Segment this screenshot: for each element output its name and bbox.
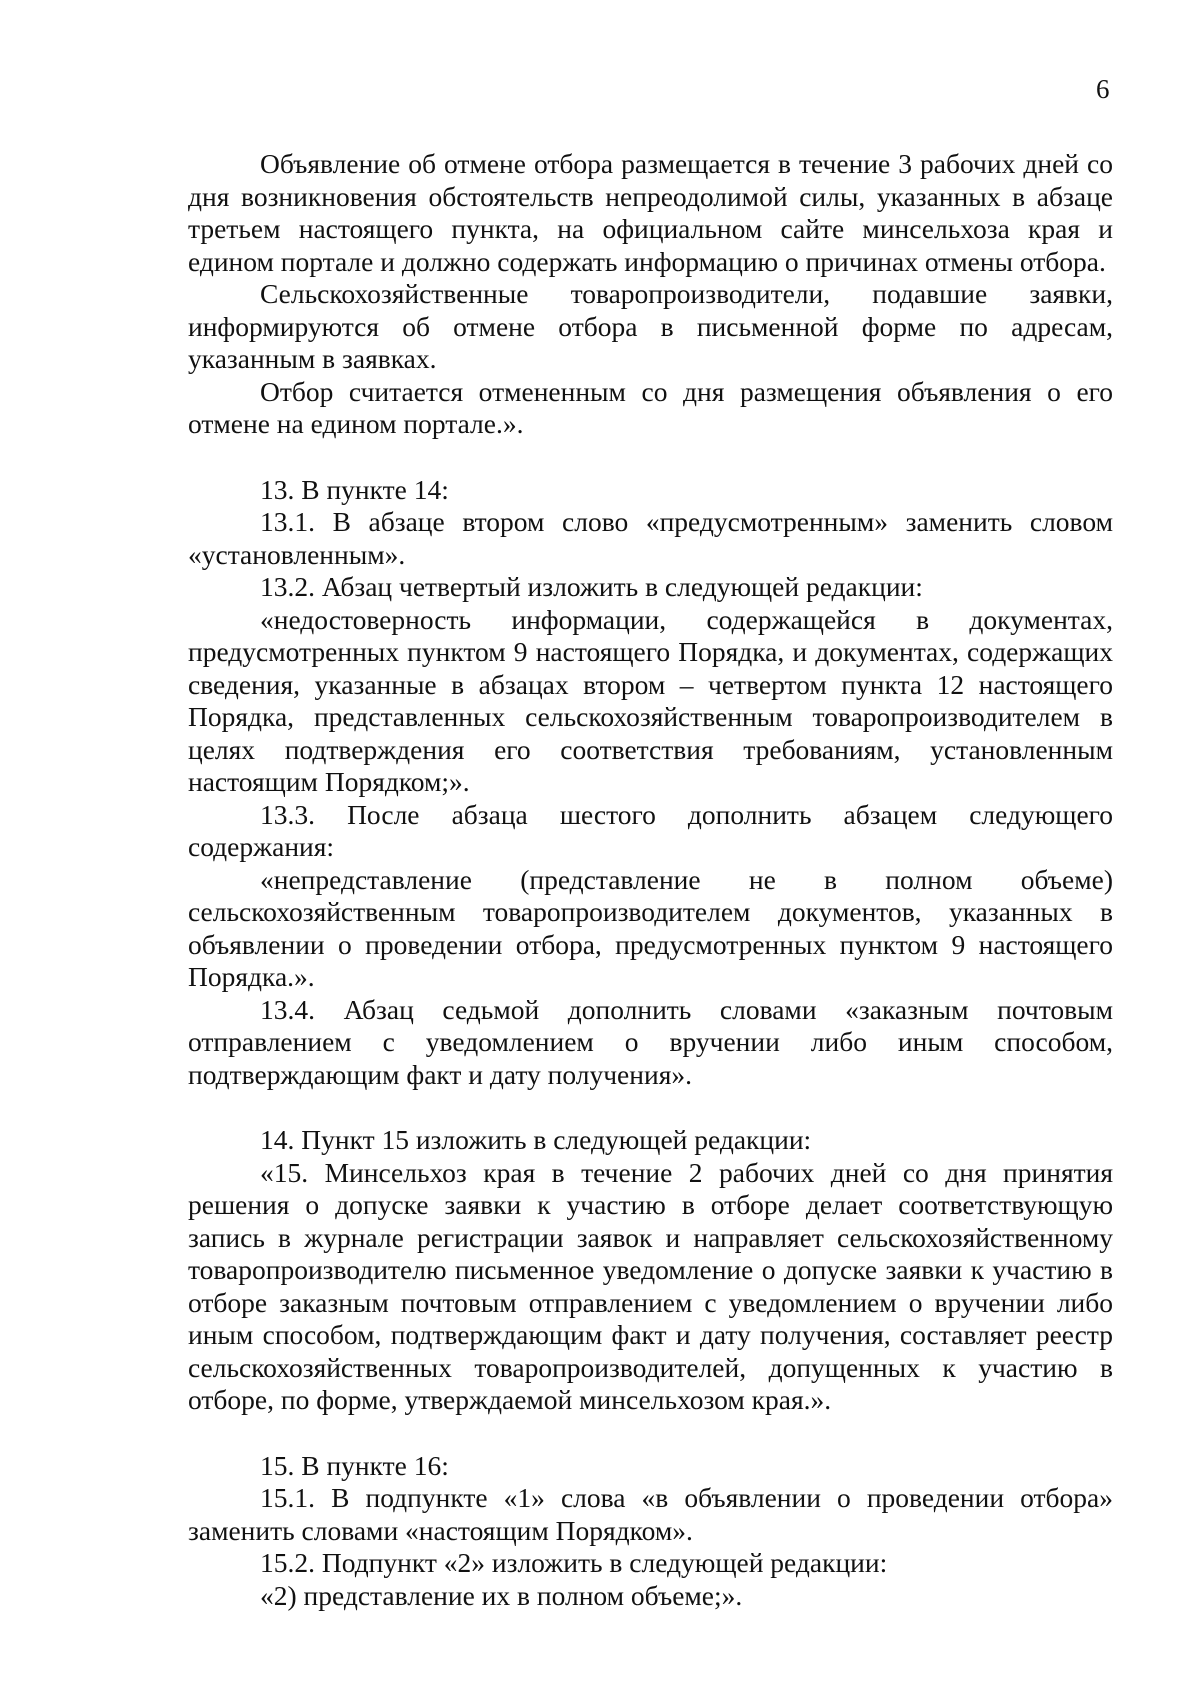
paragraph-13-2: 13.2. Абзац четвертый изложить в следующей редакции: xyxy=(260,571,923,602)
paragraph-15-2: 15.2. Подпункт «2» изложить в следующей редакции: xyxy=(260,1547,888,1578)
paragraph-15-2-quote: «2) представление их в полном объеме;». xyxy=(260,1579,743,1611)
page-number: 6 xyxy=(1096,74,1110,104)
heading-item-15: 15. В пункте 16: xyxy=(260,1449,449,1481)
heading-item-14: 14. Пункт 15 изложить в следующей редакции: xyxy=(260,1124,812,1155)
document-body xyxy=(188,148,1113,1612)
paragraph-14-quote: «15. Минсельхоз края в течение 2 рабочих дней со дня принятия решения о допуске заявки к участию в отборе делает соответствующую запись в журнале регистрации заявок и направляет сельскохозяйственному товаропроизводителю письменное уведомление о допуске заявки к участию в отборе заказным почтовым отправлением с уведомлением о вручении либо иным способом, подтверждающим факт и дату получения, составляет реестр сельскохозяйственных товаропроизводителей, допущенных к участию в отборе, по форме, утверждаемой минсельхозом края.». xyxy=(188,1156,1113,1415)
paragraph-13-3-quote: «непредставление (представление не в полном объеме) сельскохозяйственным товаропроизводителем документов, указанных в объявлении о проведении отбора, предусмотренных пунктом 9 настоящего Порядка.». xyxy=(188,863,1113,992)
paragraph-13-3: 13.3. После абзаца шестого дополнить абзацем следующего содержания: xyxy=(188,798,1113,862)
paragraph-13-4: 13.4. Абзац седьмой дополнить словами «заказным почтовым отправлением с уведомлением о вручении либо иным способом, подтверждающим факт и дату получения». xyxy=(188,993,1113,1090)
paragraph-cancellation-effective: Отбор считается отмененным со дня размещения объявления о его отмене на едином портале.». xyxy=(188,375,1113,439)
paragraph-13-1: 13.1. В абзаце втором слово «предусмотренным» заменить словом «установленным». xyxy=(188,506,1113,570)
heading-item-13: 13. В пункте 14: xyxy=(260,473,449,505)
paragraph-applicants-informed: Сельскохозяйственные товаропроизводители, подавшие заявки, информируются об отмене отбора в письменной форме по адресам, указанным в заявках. xyxy=(188,278,1113,374)
paragraph-13-2-quote: «недостоверность информации, содержащейся в документах, предусмотренных пунктом 9 настоящего Порядка, и документах, содержащих сведения, указанные в абзацах втором – четвертом пункта 12 настоящего Порядка, представленных сельскохозяйственным товаропроизводителем в целях подтверждения его соответствия требованиям, установленным настоящим Порядком;». xyxy=(188,603,1113,797)
paragraph-15-1: 15.1. В подпункте «1» слова «в объявлении о проведении отбора» заменить словами «настоящим Порядком». xyxy=(188,1482,1113,1546)
paragraph-cancellation-notice: Объявление об отмене отбора размещается в течение 3 рабочих дней со дня возникновения обстоятельств непреодолимой силы, указанных в абзаце третьем настоящего пункта, на официальном сайте минсельхоза края и едином портале и должно содержать информацию о причинах отмены отбора. xyxy=(188,148,1113,277)
